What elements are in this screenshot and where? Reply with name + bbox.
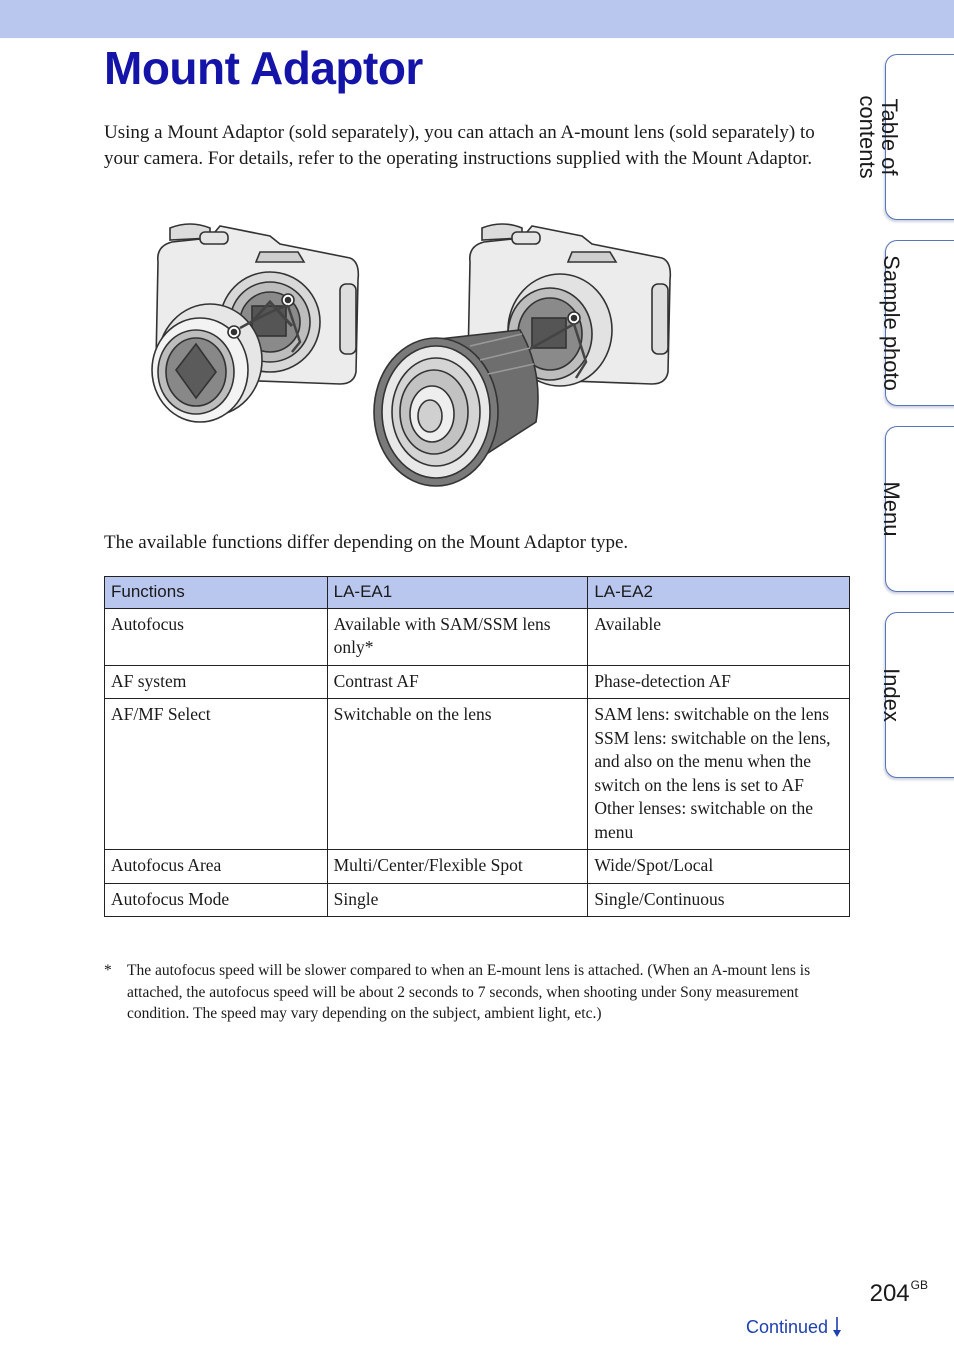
page-suffix: GB [910, 1278, 928, 1292]
availability-note: The available functions differ depending on the Mount Adaptor type. [104, 532, 629, 553]
table-header-row [105, 577, 850, 609]
header-functions: Functions [105, 577, 328, 609]
tab-menu[interactable] [879, 426, 954, 592]
function-name: AF system [105, 665, 328, 699]
arrow-down-icon [832, 1316, 842, 1338]
footnote-text: The autofocus speed will be slower compared to when an E-mount lens is attached. (When an A-mount lens is attached, the autofocus speed will be about 2 seconds to 7 seconds, when shooting under Sony measurement condition. The speed may vary depending on the subject, ambient light, etc.) [127, 962, 811, 1022]
la-ea2-value: Single/Continuous [588, 883, 850, 917]
la-ea2-other-line: Other lenses: switchable on the menu [594, 798, 814, 842]
a-mount-lens-icon [374, 330, 538, 486]
la-ea1-value: Single [327, 883, 588, 917]
tab-label: Sample photo [879, 255, 904, 391]
table-row [105, 850, 850, 884]
function-name: Autofocus Area [105, 850, 328, 884]
la-ea1-value: Multi/Center/Flexible Spot [327, 850, 588, 884]
function-name: Autofocus [105, 608, 328, 665]
tab-sample-photo[interactable] [879, 240, 954, 406]
footnote [104, 960, 849, 1025]
la-ea2-value: Wide/Spot/Local [588, 850, 850, 884]
table-row [105, 665, 850, 699]
tab-index[interactable] [879, 612, 954, 778]
function-name: Autofocus Mode [105, 883, 328, 917]
table-row [105, 883, 850, 917]
continued-link[interactable] [746, 1316, 842, 1338]
tab-label: Menu [879, 481, 904, 537]
continued-label: Continued [746, 1316, 829, 1337]
tab-table-of-contents[interactable] [855, 54, 954, 220]
header-la-ea2: LA-EA2 [588, 577, 850, 609]
la-ea1-value: Switchable on the lens [327, 699, 588, 850]
mount-adaptor-illustration [140, 222, 680, 492]
la-ea1-value: Available with SAM/SSM lens only* [327, 608, 588, 665]
page-title: Mount Adaptor [104, 42, 423, 94]
la-ea2-ssm-line: SSM lens: switchable on the lens, and also on the menu when the switch on the lens is set to AF [594, 727, 831, 795]
function-name: AF/MF Select [105, 699, 328, 850]
table-row [105, 608, 850, 665]
footnote-mark: * [104, 962, 112, 979]
intro-paragraph: Using a Mount Adaptor (sold separately), you can attach an A-mount lens (sold separately) to your camera. For details, refer to the operating instructions supplied with the Mount Adaptor. [104, 122, 815, 169]
la-ea2-value: Available [588, 608, 850, 665]
header-band [0, 0, 954, 38]
table-row [105, 699, 850, 850]
functions-table [104, 576, 850, 917]
tab-label: Table of contents [855, 95, 902, 179]
la-ea1-value: Contrast AF [327, 665, 588, 699]
page-number: $204^{GB}$ [869, 1278, 928, 1307]
la-ea2-sam-line: SAM lens: switchable on the lens [594, 704, 830, 724]
la-ea2-value: Phase-detection AF [588, 665, 850, 699]
la-ea2-value [588, 699, 850, 850]
header-la-ea1: LA-EA1 [327, 577, 588, 609]
tab-label: Index [879, 668, 904, 722]
